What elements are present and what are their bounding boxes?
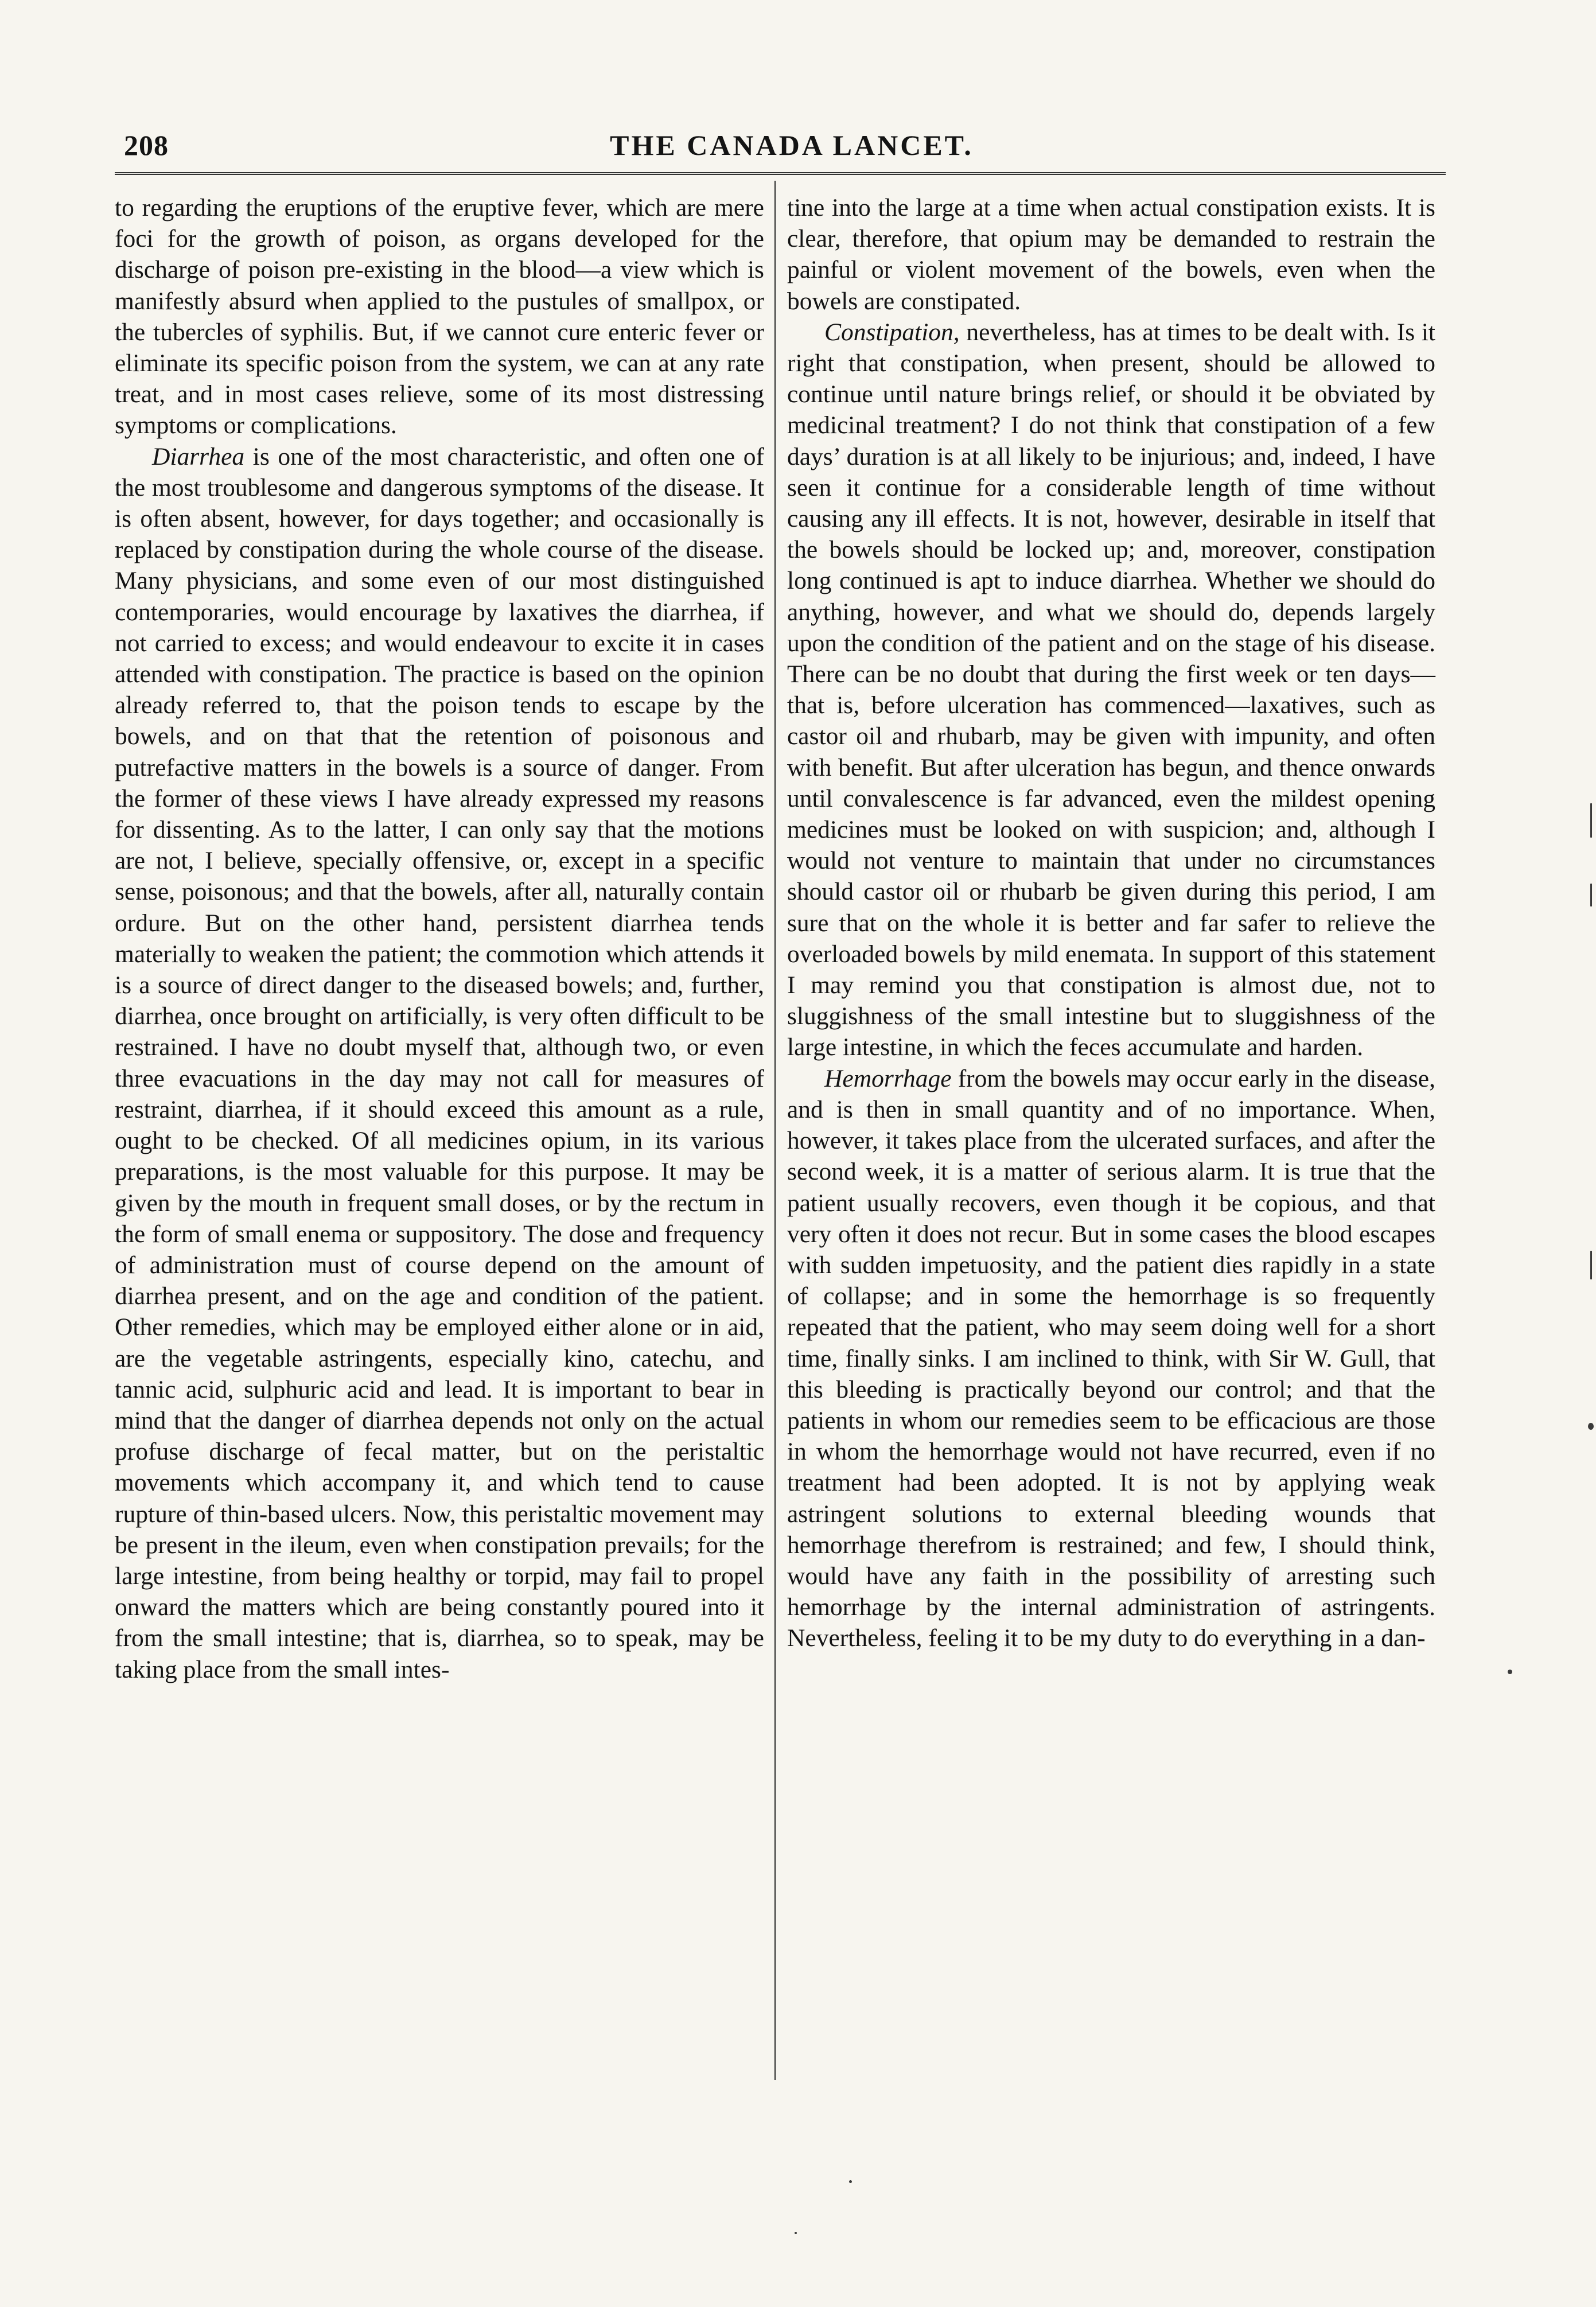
- hemorrhage-heading: Hemorrhage: [824, 1064, 952, 1092]
- right-column: [787, 192, 1435, 1654]
- page-number: 208: [124, 129, 169, 161]
- left-paragraph-1: to regarding the eruptions of the eruptive fever, which are mere foci for the growth of poison, as organs developed for the discharge of poison pre-existing in the blood—a view which is manifestly absurd when applied to the pustules of smallpox, or the tubercles of syphilis. But, if we cannot cure enteric fever or eliminate its specific poison from the system, we can at any rate treat, and in most cases relieve, some of its most distressing symptoms or complications.: [115, 194, 764, 439]
- scan-speck: [1590, 803, 1592, 838]
- scan-speck: [1588, 1423, 1594, 1430]
- running-head: THE CANADA LANCET.: [610, 129, 974, 161]
- constipation-heading: Constipation,: [824, 318, 960, 346]
- scan-speck: [849, 2180, 852, 2183]
- diarrhea-heading: Diarrhea: [152, 442, 245, 470]
- column-divider: [774, 181, 776, 2080]
- left-column: [115, 192, 764, 1685]
- constipation-text: nevertheless, has at times to be dealt with. Is it right that constipation, when present, should be allowed to continue until nature brings relief, or should it be obviated by medicinal treatment? I do not think that constipation of a few days’ duration is at all likely to be injurious; and, indeed, I have seen it continue for a considerable length of time without causing any ill effects. It is not, however, desirable in itself that the bowels should be locked up; and, moreover, constipation long continued is apt to induce diarrhea. Whether we should do anything, however, and what we should do, depends largely upon the condition of the patient and on the stage of his disease. There can be no doubt that during the first week or ten days—that is, before ulceration has commenced—laxatives, such as castor oil and rhubarb, may be given with impunity, and often with benefit. But after ulceration has begun, and thence onwards until convalescence is far advanced, even the mildest opening medicines must be looked on with suspicion; and, although I would not venture to maintain that under no circumstances should castor oil or rhubarb be given during this period, I am sure that on the whole it is better and far safer to relieve the overloaded bowels by mild enemata. In support of this statement I may remind you that constipation is almost due, not to sluggishness of the small intestine but to sluggishness of the large intestine, in which the feces accumulate and harden.: [787, 318, 1435, 1061]
- right-paragraph-3: [787, 1063, 1435, 1654]
- right-paragraph-1: tine into the large at a time when actual constipation exists. It is clear, therefore, that opium may be demanded to restrain the painful or violent movement of the bowels, even when the bowels are constipated.: [787, 194, 1435, 315]
- scan-speck: [795, 2232, 797, 2234]
- scan-speck: [1590, 1251, 1592, 1279]
- hemorrhage-text: from the bowels may occur early in the disease, and is then in small quantity and of no importance. When, however, it takes place from the ulcerated surfaces, and after the second week, it is a matter of serious alarm. It is true that the patient usually recovers, even though it be copious, and that very often it does not recur. But in some cases the blood escapes with sudden impetuosity, and the patient dies rapidly in a state of collapse; and in some the hemorrhage is so frequently repeated that the patient, who may seem doing well for a short time, finally sinks. I am inclined to think, with Sir W. Gull, that this bleeding is practically beyond our control; and that the patients in whom our remedies seem to be efficacious are those in whom the hemorrhage would not have recurred, even if no treatment had been adopted. It is not by applying weak astringent solutions to external bleeding wounds that hemorrhage therefrom is restrained; and few, I should think, would have any faith in the possibility of arresting such hemorrhage by the internal administration of astringents. Nevertheless, feeling it to be my duty to do everything in a dan-: [787, 1064, 1435, 1652]
- right-paragraph-2: [787, 317, 1435, 1063]
- scan-speck: [1590, 884, 1592, 907]
- diarrhea-text: is one of the most characteristic, and often one of the most troublesome and dangerous symptoms of the disease. It is often absent, however, for days together; and occasionally is replaced by constipation during the whole course of the disease. Many physicians, and some even of our most distinguished contemporaries, would encourage by laxatives the diarrhea, if not carried to excess; and would endeavour to excite it in cases attended with constipation. The practice is based on the opinion already referred to, that the poison tends to escape by the bowels, and on that that the retention of poisonous and putrefactive matters in the bowels is a source of danger. From the former of these views I have already expressed my reasons for dissenting. As to the latter, I can only say that the motions are not, I believe, specially offensive, or, except in a specific sense, poisonous; and that the bowels, after all, naturally contain ordure. But on the other hand, persistent diarrhea tends materially to weaken the patient; the commotion which attends it is a source of direct danger to the diseased bowels; and, further, diarrhea, once brought on artificially, is very often difficult to be restrained. I have no doubt myself that, although two, or even three evacuations in the day may not call for measures of restraint, diarrhea, if it should exceed this amount as a rule, ought to be checked. Of all medicines opium, in its various preparations, is the most valuable for this purpose. It may be given by the mouth in frequent small doses, or by the rectum in the form of small enema or suppository. The dose and frequency of administration must of course depend on the amount of diarrhea present, and on the age and condition of the patient. Other remedies, which may be employed either alone or in aid, are the vegetable astringents, especially kino, catechu, and tannic acid, sulphuric acid and lead. It is important to bear in mind that the danger of diarrhea depends not only on the actual profuse discharge of fecal matter, but on the peristaltic movements which accompany it, and which tend to cause rupture of thin-based ulcers. Now, this peristaltic movement may be present in the ileum, even when constipation prevails; for the large intestine, from being healthy or torpid, may fail to propel onward the matters which are being constantly poured into it from the small intestine; that is, diarrhea, so to speak, may be taking place from the small intes-: [115, 442, 764, 1683]
- scan-speck: [1508, 1670, 1512, 1674]
- left-paragraph-2: [115, 441, 764, 1685]
- header-rule: [115, 172, 1446, 175]
